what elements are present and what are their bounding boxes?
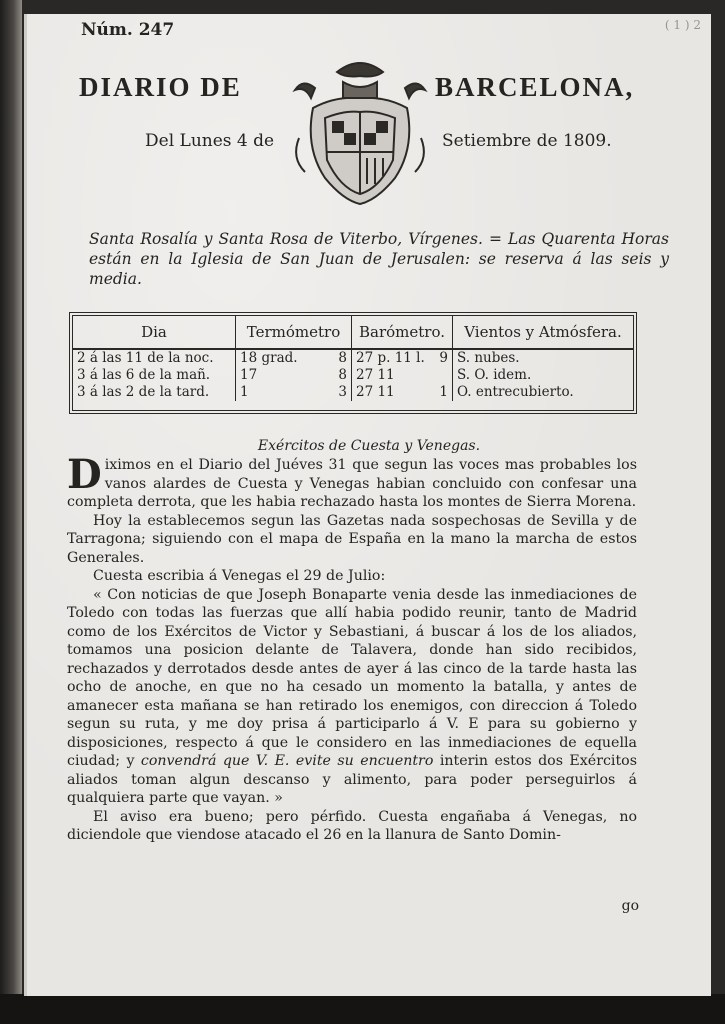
scan-bottom-edge: [0, 994, 725, 1024]
letter-text-end: interin estos dos Exércitos aliados toman algun descanso y alimento, para poder perseguirlos á qualquiera parte que vayan. »: [67, 753, 637, 806]
drop-cap: D: [67, 451, 102, 498]
table-row: [73, 384, 633, 401]
paragraph: Hoy la establecemos segun las Gazetas nada sospechosas de Sevilla y de Tarragona; siguiendo con el mapa de España en la mano la marcha de estos Generales.: [67, 512, 637, 566]
cell-dia: 3 á las 2 de la tard.: [73, 384, 236, 401]
bar-fraction: 1: [439, 384, 448, 400]
saints-notice: Santa Rosalía y Santa Rosa de Viterbo, Vírgenes. = Las Quarenta Horas están en la Iglesia de San Juan de Jerusalen: se reserva á las seis y media.: [89, 230, 669, 288]
term-fraction: 3: [338, 384, 347, 400]
cell-termometro: [236, 384, 352, 401]
newspaper-page: [24, 14, 711, 996]
cell-barometro: [352, 367, 453, 384]
paragraph: El aviso era bueno; pero pérfido. Cuesta engañaba á Venegas, no diciendole que viendose atacado el 26 en la llanura de Santo Domin-: [67, 808, 637, 843]
quoted-letter: [67, 586, 637, 808]
cell-dia: 3 á las 6 de la mañ.: [73, 367, 236, 384]
term-value: 1: [240, 384, 249, 400]
cell-termometro: [236, 367, 352, 384]
term-value: 17: [240, 367, 258, 383]
table-row: [73, 349, 633, 367]
paragraph: [67, 451, 637, 512]
cell-barometro: [352, 384, 453, 401]
letter-text: « Con noticias de que Joseph Bonaparte venia desde las inmediaciones de Toledo con todas las fuerzas que allí habia podido reunir, tanto de Madrid como de los Exércitos de Victor y Sebastiani, á buscar á los de los aliados, tomamos una posicion delante de Talavera, donde han sido recibidos, rechazados y derrotados desde antes de ayer á las cinco de la tarde hasta las ocho de anoche, en que no ha cesado un momento la batalla, y antes de amanecer esta mañana se han retirado los enemigos, con direccion á Toledo segun su ruta, y me doy prisa á participarlo á V. E para su gobierno y disposiciones, respecto á que le considero en las inmediaciones de equella ciudad; y: [67, 586, 637, 769]
corner-mark: ( 1 ) 2: [664, 18, 701, 32]
weather-table: [69, 312, 637, 414]
letter-italic-phrase: convendrá que V. E. evite su encuentro: [140, 753, 434, 769]
paragraph-text: iximos en el Diario del Juéves 31 que segun las voces mas probables los vanos alardes de Cuesta y Venegas habian concluido con confesar una completa derrota, que les habia rechazado hasta los montes de Sierra Morena.: [67, 457, 637, 510]
term-value: 18 grad.: [240, 350, 298, 366]
header-vientos: Vientos y Atmósfera.: [453, 316, 634, 349]
term-fraction: 8: [338, 350, 347, 366]
header-termometro: Termómetro: [236, 316, 352, 349]
article-body: [67, 451, 637, 845]
term-fraction: 8: [338, 367, 347, 383]
bar-value: 27 11: [356, 384, 395, 400]
section-title: Exércitos de Cuesta y Venegas.: [257, 438, 481, 454]
bar-value: 27 p. 11 l.: [356, 350, 425, 366]
cell-vientos: S. nubes.: [457, 350, 520, 366]
book-spine: [0, 0, 22, 1024]
date-left: Del Lunes 4 de: [145, 131, 275, 151]
paragraph: Cuesta escribia á Venegas el 29 de Julio:: [93, 568, 386, 584]
issue-number: Núm. 247: [81, 20, 175, 40]
cell-vientos: S. O. idem.: [457, 367, 532, 383]
header-barometro: Barómetro.: [352, 316, 453, 349]
weather-table-header: [73, 316, 633, 349]
coat-of-arms-icon: [285, 48, 435, 210]
masthead-title-left: DIARIO DE: [79, 72, 242, 102]
masthead-title-right: BARCELONA,: [435, 72, 635, 102]
header-dia: Dia: [73, 316, 236, 349]
bar-fraction: 9: [439, 350, 448, 366]
bar-value: 27 11: [356, 367, 395, 383]
table-row: [73, 367, 633, 384]
cell-barometro: [352, 349, 453, 367]
date-right: Setiembre de 1809.: [442, 131, 612, 151]
cell-dia: 2 á las 11 de la noc.: [73, 349, 236, 367]
catchword: go: [621, 898, 639, 914]
cell-vientos: O. entrecubierto.: [457, 384, 574, 400]
cell-termometro: [236, 349, 352, 367]
